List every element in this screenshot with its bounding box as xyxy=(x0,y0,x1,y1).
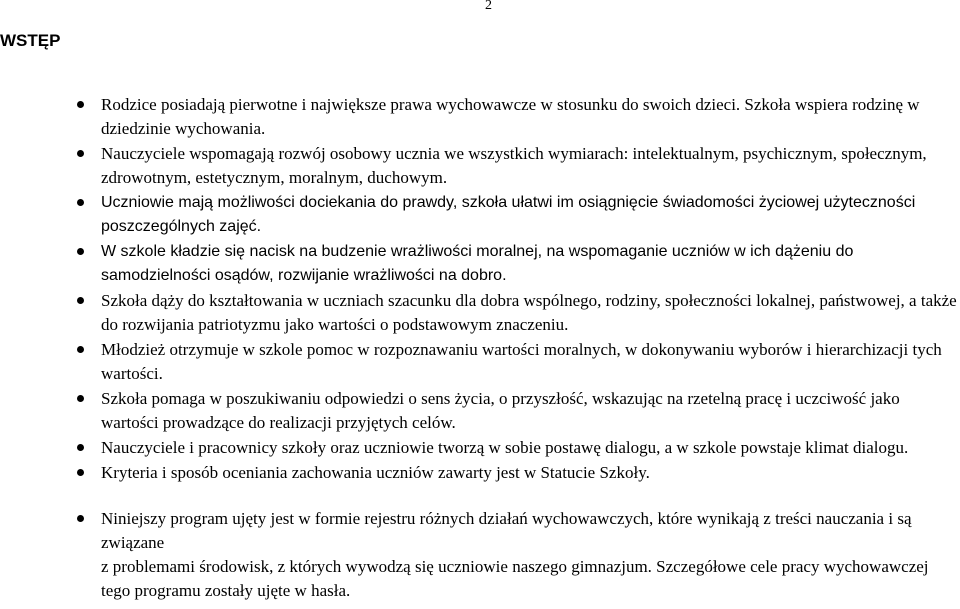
bullet-icon xyxy=(77,150,84,157)
bullet-icon xyxy=(77,346,84,353)
list-item-text: Rodzice posiadają pierwotne i największe prawa wychowawcze w stosunku do swoich dzieci. Szkoła wspiera rodzinę w dziedzinie wychowania. xyxy=(101,95,920,138)
bullet-icon xyxy=(77,101,84,108)
list-item-text: Młodzież otrzymuje w szkole pomoc w rozpoznawaniu wartości moralnych, w dokonywaniu wyborów i hierarchizacji tych wartości. xyxy=(101,340,942,383)
bullet-icon xyxy=(77,515,84,522)
list-item xyxy=(0,507,960,603)
list-item xyxy=(0,289,960,337)
list-item-text: Kryteria i sposób oceniania zachowania uczniów zawarty jest w Statucie Szkoły. xyxy=(101,463,650,482)
list-item-text: Nauczyciele i pracownicy szkoły oraz uczniowie tworzą w sobie postawę dialogu, a w szkole powstaje klimat dialogu. xyxy=(101,438,909,457)
list-item xyxy=(0,338,960,386)
list-item xyxy=(0,142,960,190)
list-item-text: Niniejszy program ujęty jest w formie rejestru różnych działań wychowawczych, które wynikają z treści nauczania i są związane xyxy=(101,509,912,552)
list-item xyxy=(0,387,960,435)
bullet-icon xyxy=(77,395,84,402)
bullet-icon xyxy=(77,444,84,451)
list-item xyxy=(0,461,960,485)
list-item xyxy=(0,240,960,288)
bullet-list xyxy=(0,93,960,604)
list-item-text: Nauczyciele wspomagają rozwój osobowy ucznia we wszystkich wymiarach: intelektualnym, psychicznym, społecznym, zdrowotnym, estetycznym, moralnym, duchowym. xyxy=(101,144,927,187)
bullet-icon xyxy=(77,248,84,255)
list-item-text: Szkoła pomaga w poszukiwaniu odpowiedzi o sens życia, o przyszłość, wskazując na rzetelną pracę i uczciwość jako wartości prowadzące do realizacji przyjętych celów. xyxy=(101,389,900,432)
list-item xyxy=(0,93,960,141)
bullet-icon xyxy=(77,297,84,304)
list-item xyxy=(0,436,960,460)
list-item-text: Uczniowie mają możliwości dociekania do prawdy, szkoła ułatwi im osiągnięcie świadomości życiowej użyteczności poszczególnych zajęć. xyxy=(101,194,916,235)
list-item-continuation: z problemami środowisk, z których wywodzą się uczniowie naszego gimnazjum. Szczegółowe cele pracy wychowawczej tego programu zostały ujęte w hasła. xyxy=(101,557,929,600)
list-item xyxy=(0,191,960,239)
list-item-text: Szkoła dąży do kształtowania w uczniach szacunku dla dobra wspólnego, rodziny, społeczności lokalnej, państwowej, a także do rozwijania patriotyzmu jako wartości o podstawowym znaczeniu. xyxy=(101,291,957,334)
bullet-icon xyxy=(77,199,84,206)
bullet-icon xyxy=(77,469,84,476)
page-number: 2 xyxy=(485,0,492,13)
list-item-text: W szkole kładzie się nacisk na budzenie wrażliwości moralnej, na wspomaganie uczniów w ich dążeniu do samodzielności osądów, rozwijanie wrażliwości na dobro. xyxy=(101,243,854,284)
section-heading: WSTĘP xyxy=(0,31,61,50)
